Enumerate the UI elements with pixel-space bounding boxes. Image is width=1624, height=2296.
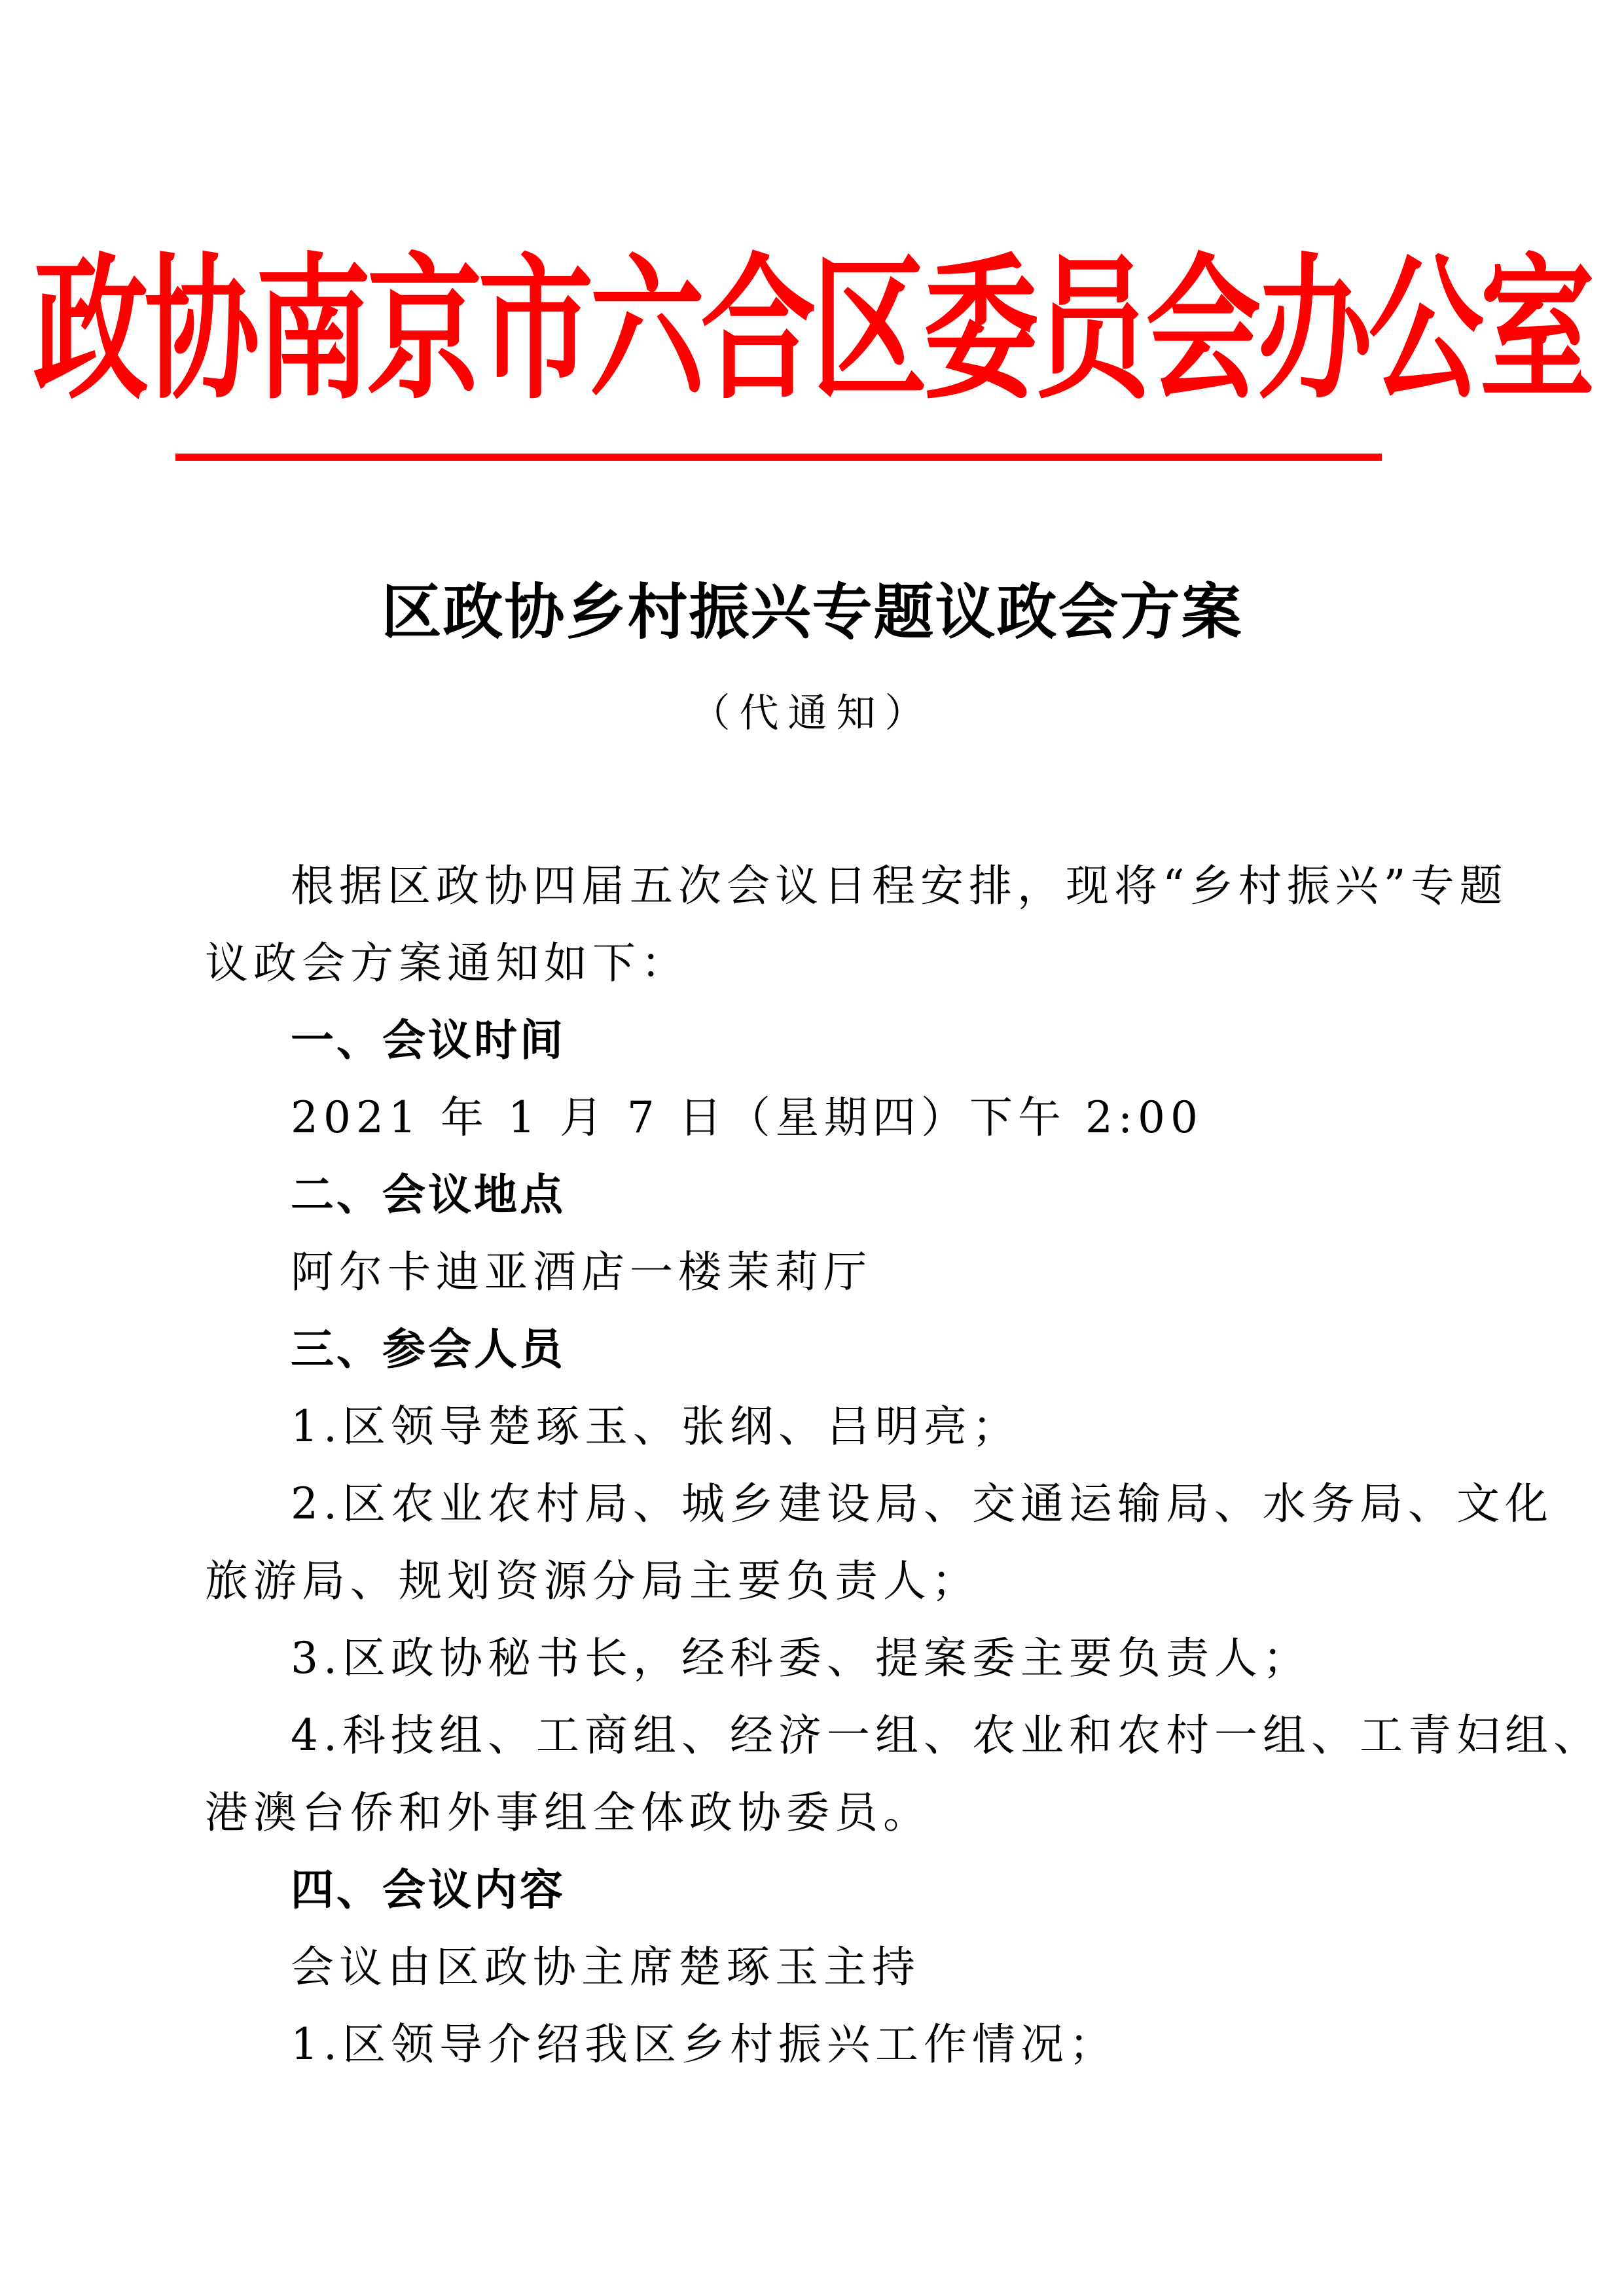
meeting-host: 会议由区政协主席楚琢玉主持	[291, 1942, 920, 1992]
intro-paragraph-line-1: 根据区政协四届五次会议日程安排，现将“乡村振兴”专题	[291, 861, 1508, 911]
attendee-item-1: 1.区领导楚琢玉、张纲、吕明亮；	[291, 1401, 1020, 1452]
attendee-item-4-line-2: 港澳台侨和外事组全体政协委员。	[205, 1787, 931, 1838]
meeting-location: 阿尔卡迪亚酒店一楼茉莉厅	[291, 1247, 872, 1297]
attendee-item-3: 3.区政协秘书长，经科委、提案委主要负责人；	[291, 1633, 1311, 1683]
document-body	[205, 848, 1602, 2083]
section-heading-attendees: 三、参会人员	[291, 1324, 566, 1374]
intro-paragraph-line-2: 议政会方案通知如下：	[205, 938, 689, 988]
section-heading-time: 一、会议时间	[291, 1015, 566, 1066]
document-subtitle: （代通知）	[691, 691, 933, 736]
document-title: 区政协乡村振兴专题议政会方案	[381, 577, 1243, 647]
attendee-item-2-line-2: 旅游局、规划资源分局主要负责人；	[205, 1556, 980, 1606]
masthead-red-rule	[175, 454, 1382, 461]
meeting-time: 2021 年 1 月 7 日（星期四）下午 2:00	[291, 1092, 1204, 1143]
section-heading-content: 四、会议内容	[291, 1865, 566, 1915]
attendee-item-4-line-1: 4.科技组、工商组、经济一组、农业和农村一组、工青妇组、	[291, 1710, 1602, 1761]
attendee-item-2-line-1: 2.区农业农村局、城乡建设局、交通运输局、水务局、文化	[291, 1479, 1553, 1529]
section-heading-location: 二、会议地点	[291, 1170, 566, 1220]
content-item-1: 1.区领导介绍我区乡村振兴工作情况；	[291, 2019, 1117, 2070]
masthead-org-name: 政协南京市六合区委员会办公室	[33, 239, 1591, 421]
